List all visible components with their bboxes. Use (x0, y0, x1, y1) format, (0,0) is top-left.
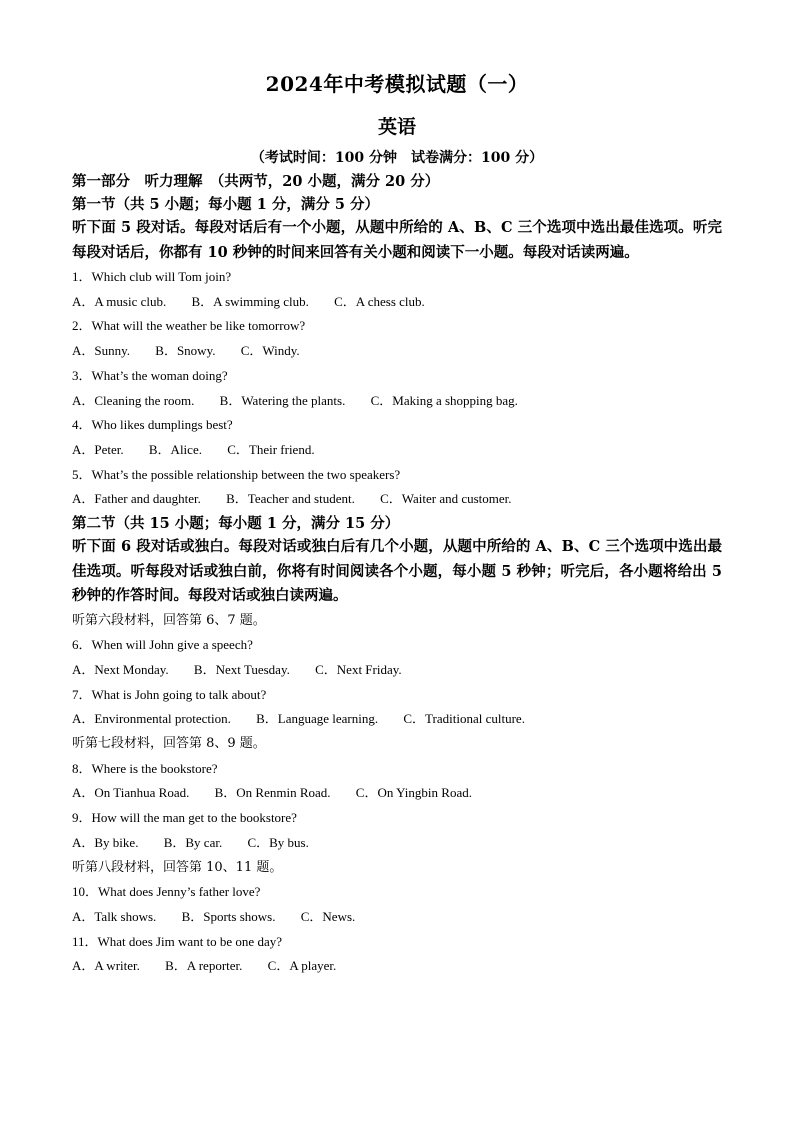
question-stem: 5．What’s the possible relationship between the two speakers? (72, 466, 401, 482)
exam-info: （考试时间：100 分钟 试卷满分：100 分） (250, 150, 544, 166)
question-5 (72, 463, 722, 512)
question-4 (72, 413, 722, 462)
exam-title: 2024年中考模拟试题（一） (265, 72, 529, 96)
option-c: C．Making a shopping bag. (370, 392, 518, 408)
section2-heading: 第二节（共 15 小题；每小题 1 分，满分 15 分） (72, 515, 400, 533)
material-note: 听第八段材料，回答第 10、11 题。 (72, 859, 283, 875)
option-b: B．Teacher and student. (226, 491, 355, 507)
option-a: A．A music club. (72, 293, 167, 309)
material-note: 听第七段材料，回答第 8、9 题。 (72, 736, 266, 752)
option-b: B．Next Tuesday. (193, 661, 290, 677)
option-a: A．Environmental protection. (72, 711, 231, 727)
option-a: A．Cleaning the room. (72, 392, 195, 408)
option-c: C．Traditional culture. (403, 711, 525, 727)
option-c: C．Next Friday. (315, 661, 402, 677)
question-7 (72, 683, 722, 732)
question-3 (72, 364, 722, 413)
option-c: C．By bus. (247, 834, 309, 850)
option-a: A．Talk shows. (72, 908, 157, 924)
question-options (72, 781, 722, 806)
section2-instructions: 听下面 6 段对话或独白。每段对话或独白后有几个小题，从题中所给的 A、B、C 三个选项中选出最佳选项。听每段对话或独白前，你将有时间阅读各个小题，每小题 5 秒钟；听完后，各小题将给出 5 秒钟的作答时间。每段对话或独白读两遍。 (72, 538, 722, 605)
question-stem: 9．How will the man get to the bookstore? (72, 810, 297, 826)
question-options (72, 389, 722, 414)
option-c: C．A chess club. (334, 293, 425, 309)
question-options (72, 487, 722, 512)
option-c: C．Waiter and customer. (380, 491, 512, 507)
question-options (72, 954, 722, 979)
section1-instructions: 听下面 5 段对话。每段对话后有一个小题，从题中所给的 A、B、C 三个选项中选出最佳选项。听完每段对话后，你都有 10 秒钟的时间来回答有关小题和阅读下一小题。每段对话读两遍。 (72, 219, 722, 261)
option-b: B．Alice. (148, 441, 202, 457)
question-2 (72, 314, 722, 363)
option-a: A．Next Monday. (72, 661, 169, 677)
option-c: C．Their friend. (227, 441, 315, 457)
question-11 (72, 930, 722, 979)
exam-subject: 英语 (377, 116, 416, 138)
option-b: B．Language learning. (256, 711, 379, 727)
part1-heading: 第一部分 听力理解 （共两节，20 小题，满分 20 分） (72, 173, 440, 190)
question-8 (72, 757, 722, 806)
question-stem: 2．What will the weather be like tomorrow? (72, 318, 306, 334)
question-stem: 3．What’s the woman doing? (72, 367, 228, 383)
option-b: B．Watering the plants. (219, 392, 346, 408)
option-c: C．On Yingbin Road. (355, 785, 472, 801)
question-stem: 6．When will John give a speech? (72, 637, 253, 653)
question-options (72, 438, 722, 463)
question-options (72, 290, 722, 315)
question-options (72, 831, 722, 856)
option-b: B．Sports shows. (181, 908, 276, 924)
option-b: B．Snowy. (155, 343, 216, 359)
question-9 (72, 806, 722, 855)
question-options (72, 339, 722, 364)
option-a: A．Sunny. (72, 343, 131, 359)
option-c: C．Windy. (240, 343, 300, 359)
option-b: B．A swimming club. (191, 293, 309, 309)
question-options (72, 707, 722, 732)
question-6 (72, 633, 722, 682)
question-options (72, 905, 722, 930)
option-a: A．A writer. (72, 958, 140, 974)
question-1 (72, 265, 722, 314)
question-stem: 11．What does Jim want to be one day? (72, 933, 282, 949)
question-options (72, 658, 722, 683)
option-b: B．On Renmin Road. (214, 785, 331, 801)
question-stem: 8．Where is the bookstore? (72, 760, 218, 776)
question-stem: 7．What is John going to talk about? (72, 686, 267, 702)
question-stem: 10．What does Jenny’s father love? (72, 884, 261, 900)
question-stem: 1．Which club will Tom join? (72, 269, 232, 284)
option-c: C．A player. (267, 958, 337, 974)
option-a: A．Peter. (72, 441, 124, 457)
material-note: 听第六段材料，回答第 6、7 题。 (72, 612, 266, 628)
option-c: C．News. (300, 908, 356, 924)
option-b: B．By car. (163, 834, 223, 850)
question-stem: 4．Who likes dumplings best? (72, 417, 233, 433)
option-a: A．By bike. (72, 834, 139, 850)
option-a: A．On Tianhua Road. (72, 785, 190, 801)
option-a: A．Father and daughter. (72, 491, 201, 507)
section1-heading: 第一节（共 5 小题；每小题 1 分，满分 5 分） (72, 196, 380, 213)
option-b: B．A reporter. (165, 958, 243, 974)
question-10 (72, 880, 722, 929)
exam-content (72, 170, 722, 979)
